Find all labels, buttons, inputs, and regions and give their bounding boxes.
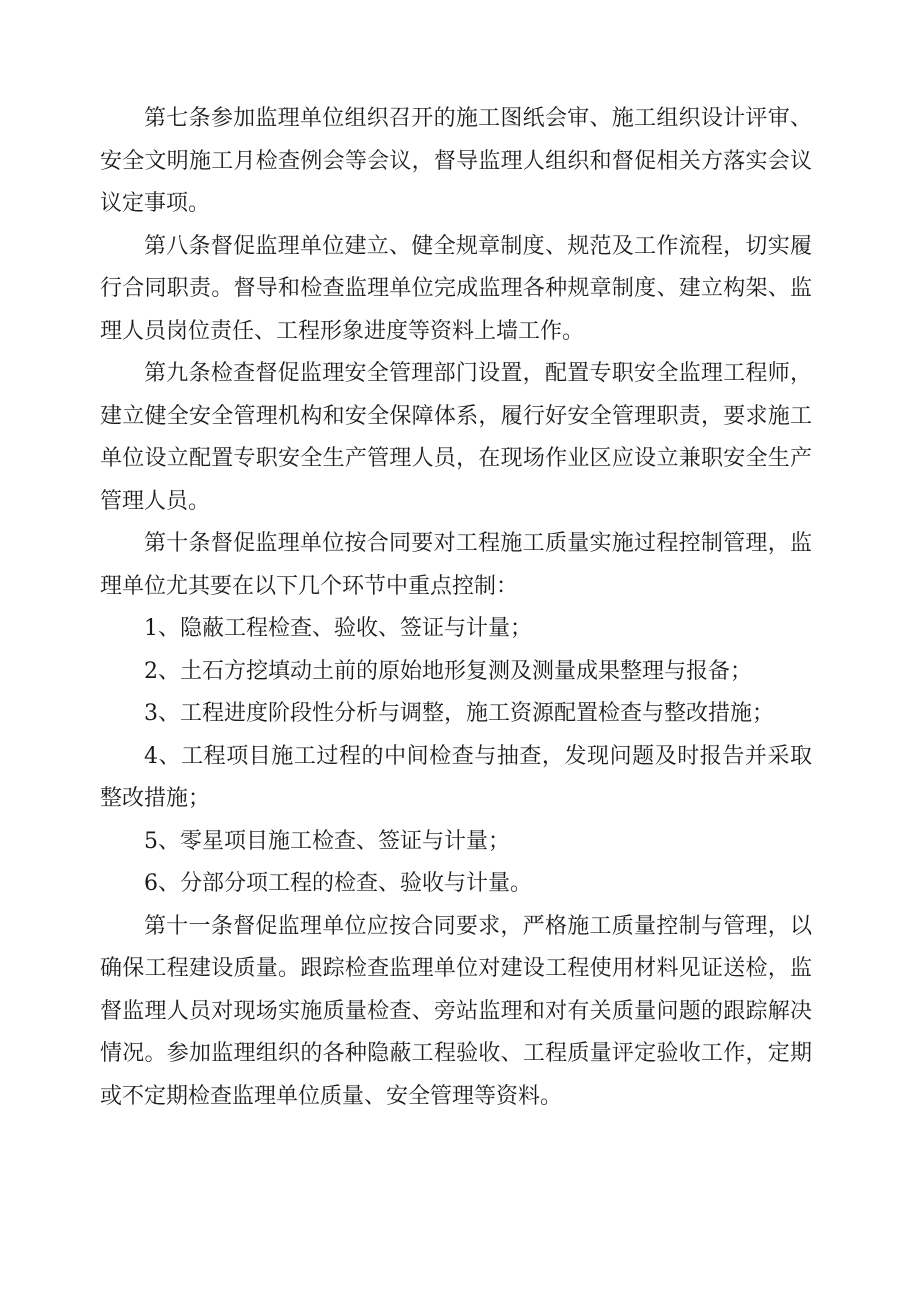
article-7-paragraph: 第七条参加监理单位组织召开的施工图纸会审、施工组织设计评审、安全文明施工月检查例会等会议，督导监理人组织和督促相关方落实会议议定事项。	[100, 106, 812, 216]
list-item-3: 3、工程进度阶段性分析与调整，施工资源配置检查与整改措施；	[144, 701, 774, 726]
article-10-paragraph: 第十条督促监理单位按合同要对工程施工质量实施过程控制管理，监理单位尤其要在以下几个环节中重点控制：	[100, 531, 812, 599]
article-9-paragraph: 第九条检查督促监理安全管理部门设置，配置专职安全监理工程师，建立健全安全管理机构和安全保障体系，履行好安全管理职责，要求施工单位设立配置专职安全生产管理人员，在现场作业区应设立兼职安全生产管理人员。	[100, 361, 812, 514]
list-item-4: 4、工程项目施工过程的中间检查与抽查，发现问题及时报告并采取整改措施；	[100, 743, 812, 811]
document-body	[100, 98, 812, 1118]
list-item-6: 6、分部分项工程的检查、验收与计量。	[144, 871, 532, 896]
list-item-1: 1、隐蔽工程检查、验收、签证与计量；	[144, 616, 532, 641]
list-item-5: 5、零星项目施工检查、签证与计量；	[144, 828, 510, 854]
list-item-2: 2、土石方挖填动土前的原始地形复测及测量成果整理与报备；	[144, 658, 752, 684]
article-8-paragraph: 第八条督促监理单位建立、健全规章制度、规范及工作流程，切实履行合同职责。督导和检查监理单位完成监理各种规章制度、建立构架、监理人员岗位责任、工程形象进度等资料上墙工作。	[100, 233, 812, 344]
article-11-paragraph: 第十一条督促监理单位应按合同要求，严格施工质量控制与管理，以确保工程建设质量。跟踪检查监理单位对建设工程使用材料见证送检，监督监理人员对现场实施质量检查、旁站监理和对有关质量问题的跟踪解决情况。参加监理组织的各种隐蔽工程验收、工程质量评定验收工作，定期或不定期检查监理单位质量、安全管理等资料。	[100, 913, 812, 1109]
